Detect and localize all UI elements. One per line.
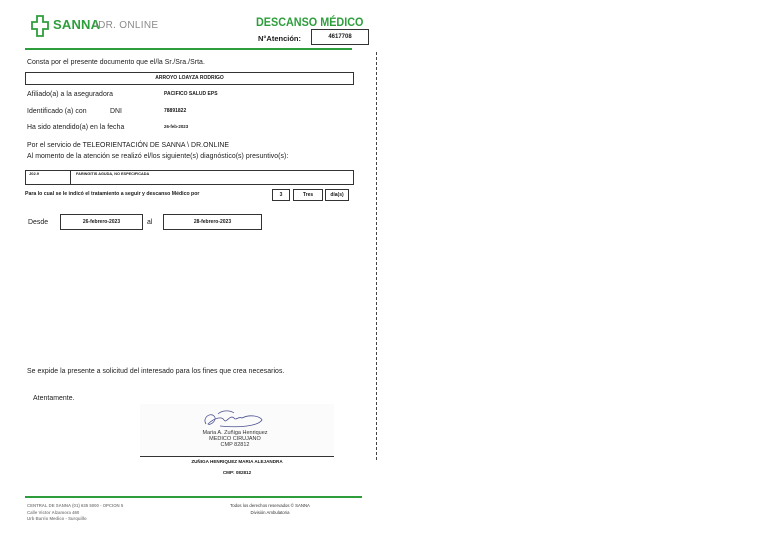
insurer-value: PACIFICO SALUD EPS	[164, 91, 218, 97]
diagnosis-text: FARINGITIS AGUDA, NO ESPECIFICADA	[76, 172, 150, 176]
page-margin-guide	[376, 52, 377, 460]
footer-district: Urb Barrio Medico - Surquillo	[27, 516, 87, 522]
to-date: 28-febrero-2023	[163, 214, 262, 230]
patient-name: ARROYO LOAYZA RODRIGO	[25, 72, 354, 85]
attention-label: N°Atención:	[258, 34, 301, 43]
rest-days-unit: día(s)	[325, 189, 349, 201]
to-label: al	[147, 217, 153, 226]
closing-text: Atentamente.	[33, 393, 75, 402]
document-title: DESCANSO MÉDICO	[256, 15, 364, 29]
diagnosis-intro: Al momento de la atención se realizó el/los siguiente(s) diagnóstico(s) presuntivo(s):	[27, 151, 289, 160]
id-type: DNI	[110, 106, 123, 115]
signer-cmp: CMP: 082812	[222, 470, 252, 475]
footer-address: Calle Victor Alzamora 460	[27, 509, 80, 515]
signer-name: ZUÑIGA HENRIQUEZ MARIA ALEJANDRA	[191, 459, 283, 464]
rest-days-number: 3	[272, 189, 290, 201]
header-divider	[25, 48, 352, 50]
footer-division: División Ambulatoria	[250, 509, 290, 515]
intro-text: Consta por el presente documento que el/la Sr./Sra./Srta.	[27, 57, 205, 66]
stamp-name: Maria A. Zuñiga Henriquez	[202, 430, 268, 436]
signature-line	[140, 456, 334, 457]
attention-number: 4617708	[311, 29, 369, 45]
issued-text: Se expide la presente a solicitud del interesado para los fines que crea necesarios.	[27, 366, 285, 375]
id-label: Identificado (a) con	[27, 106, 87, 115]
visit-date-value: 26-feb-2023	[164, 124, 189, 129]
rest-text: Para lo cual se le indicó el tratamiento a seguir y descanso Médico por	[25, 191, 200, 197]
footer-contact	[27, 503, 123, 523]
brand-name: SANNA	[53, 17, 101, 32]
from-date: 26-febrero-2023	[60, 214, 143, 230]
id-value: 78891822	[164, 108, 187, 114]
brand-subtitle: \DR. ONLINE	[95, 20, 159, 31]
diagnosis-code: J02.9	[29, 171, 40, 176]
stamp-title: MEDICO CIRUJANO	[209, 436, 261, 443]
visit-date-label: Ha sido atendido(a) en la fecha	[27, 122, 125, 131]
rest-days-word: Tres	[293, 189, 323, 201]
sanna-cross-icon	[31, 15, 49, 37]
service-line: Por el servicio de TELEORIENTACIÓN DE SANNA \ DR.ONLINE	[27, 140, 230, 149]
handwritten-signature	[200, 406, 266, 432]
stamp-cmp: CMP 82812	[220, 442, 250, 449]
footer-divider	[25, 496, 362, 498]
footer-copyright: Todos los derechos reservados © SANNA	[230, 503, 310, 508]
footer-phone: CENTRAL DE SANNA (01) 635 5000 - OPCION 5	[27, 503, 124, 508]
footer-rights	[215, 503, 325, 516]
doctor-stamp	[180, 430, 290, 449]
from-label: Desde	[28, 217, 49, 226]
insurer-label: Afiliado(a) a la aseguradora	[27, 89, 114, 98]
diagnosis-separator	[70, 170, 71, 184]
diagnosis-box	[25, 170, 354, 185]
